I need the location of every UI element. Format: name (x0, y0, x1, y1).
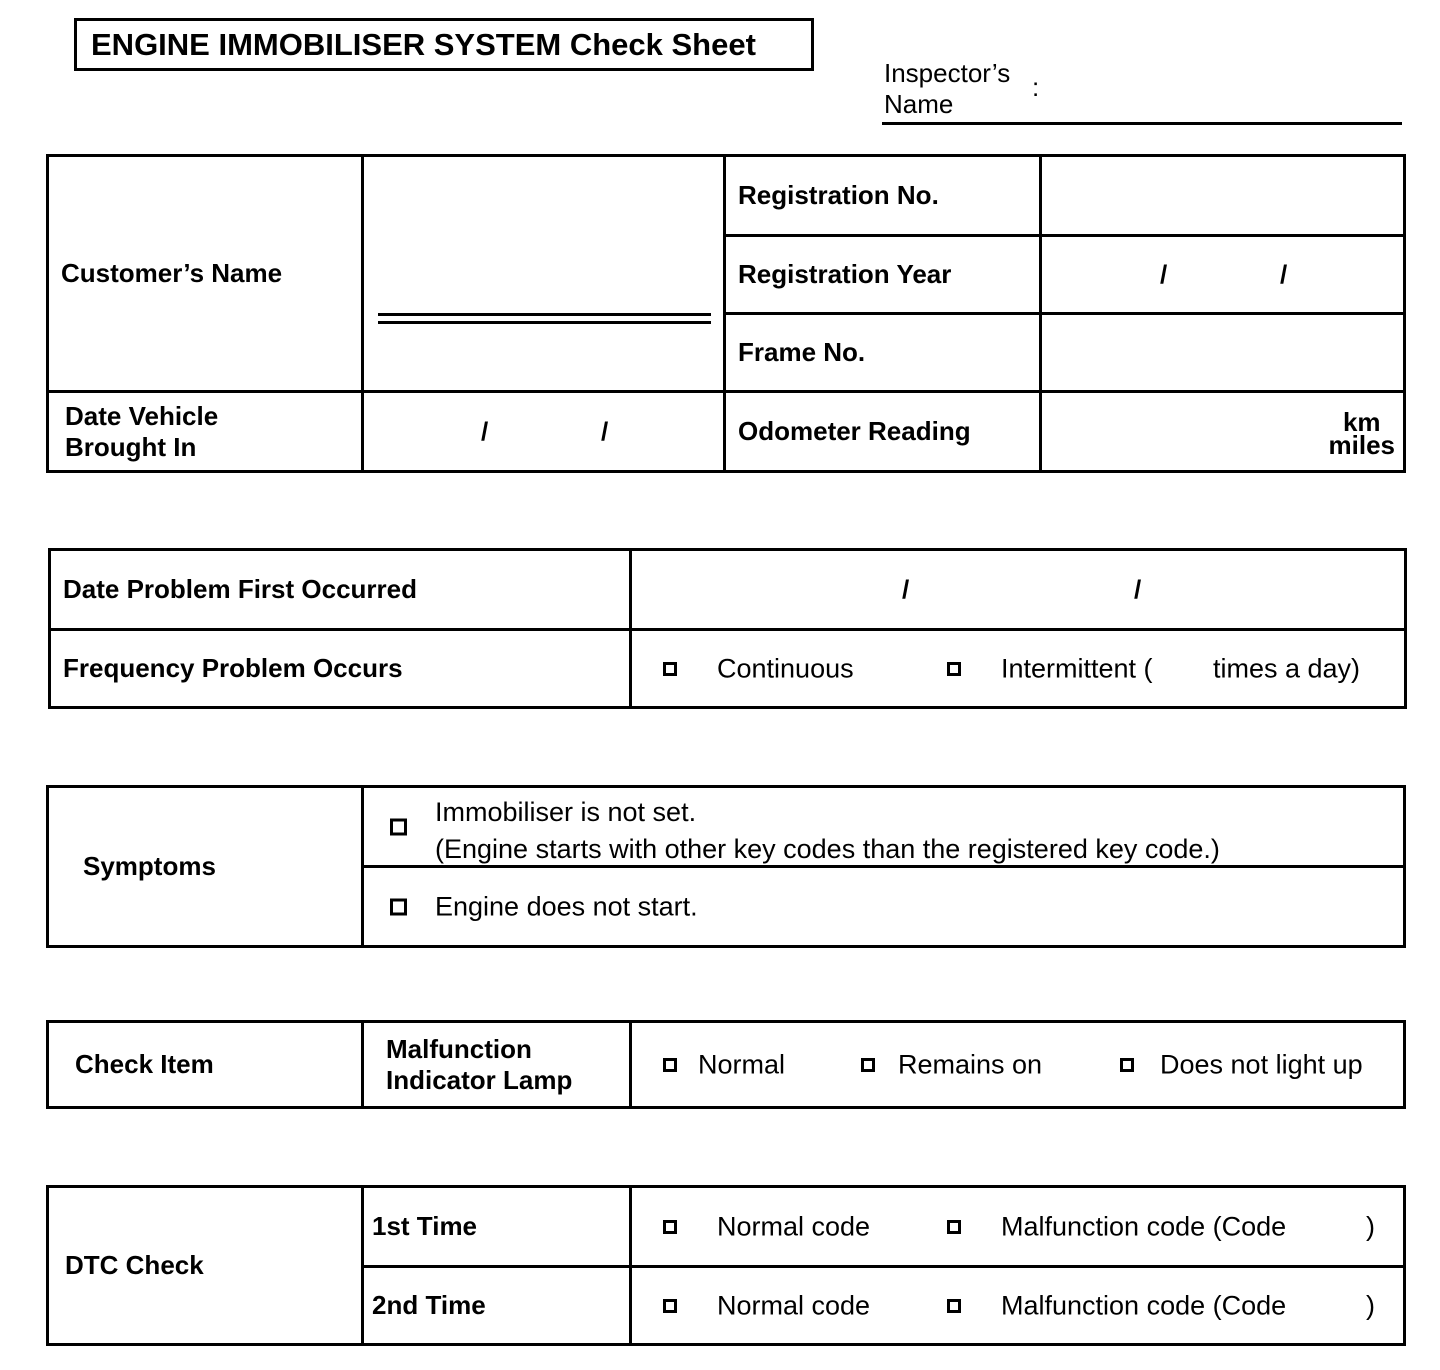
dtc-second-options (631, 1267, 1405, 1345)
mil-remains-on-label: Remains on (898, 1049, 1043, 1079)
mil-options (631, 1022, 1405, 1108)
times-a-day-label: times a day) (1213, 653, 1361, 683)
mil-label-line2: Indicator Lamp (386, 1064, 573, 1095)
symptom-option-1 (363, 787, 1405, 867)
mil-label-line1: Malfunction (386, 1033, 532, 1064)
registration-no-field[interactable] (1041, 156, 1405, 236)
date-separator: / (601, 416, 609, 446)
dtc-check-table (46, 1185, 1406, 1346)
unit-miles: miles (1328, 430, 1395, 460)
symptom-option-1-line2: (Engine starts with other key codes than the registered key code.) (435, 834, 1220, 864)
odometer-label: Odometer Reading (725, 392, 1041, 472)
dtc-second-normal-checkbox[interactable] (663, 1299, 677, 1313)
unit-km: km (1342, 407, 1381, 437)
immobiliser-not-set-checkbox[interactable] (390, 818, 407, 835)
dtc-first-time-label: 1st Time (363, 1187, 631, 1267)
inspector-label (884, 58, 1010, 120)
dtc-second-time-label: 2nd Time (363, 1267, 631, 1345)
customer-name-label: Customer’s Name (48, 156, 363, 392)
dtc-first-close-paren: ) (1366, 1211, 1375, 1241)
inspector-name-field[interactable] (882, 122, 1402, 125)
dtc-first-malfunction-label: Malfunction code (Code (1001, 1211, 1287, 1241)
mil-label (363, 1022, 631, 1108)
date-brought-in-label-line2: Brought In (65, 431, 197, 462)
symptom-option-2-text: Engine does not start. (435, 891, 698, 921)
customer-name-underline (378, 313, 711, 324)
dtc-check-label: DTC Check (48, 1187, 363, 1345)
check-item-label: Check Item (48, 1022, 363, 1108)
date-brought-in-label-line1: Date Vehicle (65, 400, 219, 431)
first-occurred-field[interactable] (631, 550, 1406, 630)
symptom-option-1-line1: Immobiliser is not set. (435, 797, 697, 827)
date-brought-in-label (48, 392, 363, 472)
mil-remains-on-checkbox[interactable] (861, 1058, 875, 1072)
intermittent-checkbox[interactable] (947, 662, 961, 676)
dtc-second-malfunction-checkbox[interactable] (947, 1299, 961, 1313)
inspector-colon: : (1032, 72, 1040, 102)
dtc-first-malfunction-checkbox[interactable] (947, 1220, 961, 1234)
dtc-first-normal-checkbox[interactable] (663, 1220, 677, 1234)
date-separator: / (1134, 574, 1142, 604)
vehicle-info-table (46, 154, 1406, 473)
engine-not-start-checkbox[interactable] (390, 898, 407, 915)
date-separator: / (1160, 259, 1168, 289)
frequency-label: Frequency Problem Occurs (50, 630, 631, 708)
dtc-first-normal-label: Normal code (717, 1211, 871, 1241)
dtc-second-normal-label: Normal code (717, 1290, 871, 1320)
continuous-label: Continuous (717, 653, 854, 683)
mil-not-light-label: Does not light up (1160, 1049, 1363, 1079)
problem-table (48, 548, 1407, 709)
mil-normal-label: Normal (698, 1049, 786, 1079)
first-occurred-label: Date Problem First Occurred (50, 550, 631, 630)
registration-no-label: Registration No. (725, 156, 1041, 236)
intermittent-label: Intermittent ( (1001, 653, 1153, 683)
frame-no-field[interactable] (1041, 314, 1405, 392)
dtc-second-malfunction-label: Malfunction code (Code (1001, 1290, 1287, 1320)
frame-no-label: Frame No. (725, 314, 1041, 392)
symptoms-table (46, 785, 1406, 948)
frequency-options (631, 630, 1406, 708)
dtc-first-options (631, 1187, 1405, 1267)
inspector-label-line2: Name (884, 89, 954, 119)
mil-normal-checkbox[interactable] (663, 1058, 677, 1072)
symptoms-label: Symptoms (48, 787, 363, 947)
dtc-second-close-paren: ) (1366, 1290, 1375, 1320)
date-separator: / (481, 416, 489, 446)
registration-year-label: Registration Year (725, 236, 1041, 314)
page-title: ENGINE IMMOBILISER SYSTEM Check Sheet (74, 18, 814, 71)
odometer-field[interactable] (1041, 392, 1405, 472)
continuous-checkbox[interactable] (663, 662, 677, 676)
registration-year-field[interactable] (1041, 236, 1405, 314)
symptom-option-1-text (435, 794, 1220, 868)
odometer-units (1328, 407, 1396, 460)
date-brought-in-field[interactable] (363, 392, 725, 472)
inspector-label-line1: Inspector’s (884, 58, 1011, 88)
customer-name-field[interactable] (363, 156, 725, 392)
date-separator: / (1280, 259, 1288, 289)
symptom-option-2 (363, 867, 1405, 947)
check-item-table (46, 1020, 1406, 1109)
mil-not-light-checkbox[interactable] (1120, 1058, 1134, 1072)
date-separator: / (902, 574, 910, 604)
